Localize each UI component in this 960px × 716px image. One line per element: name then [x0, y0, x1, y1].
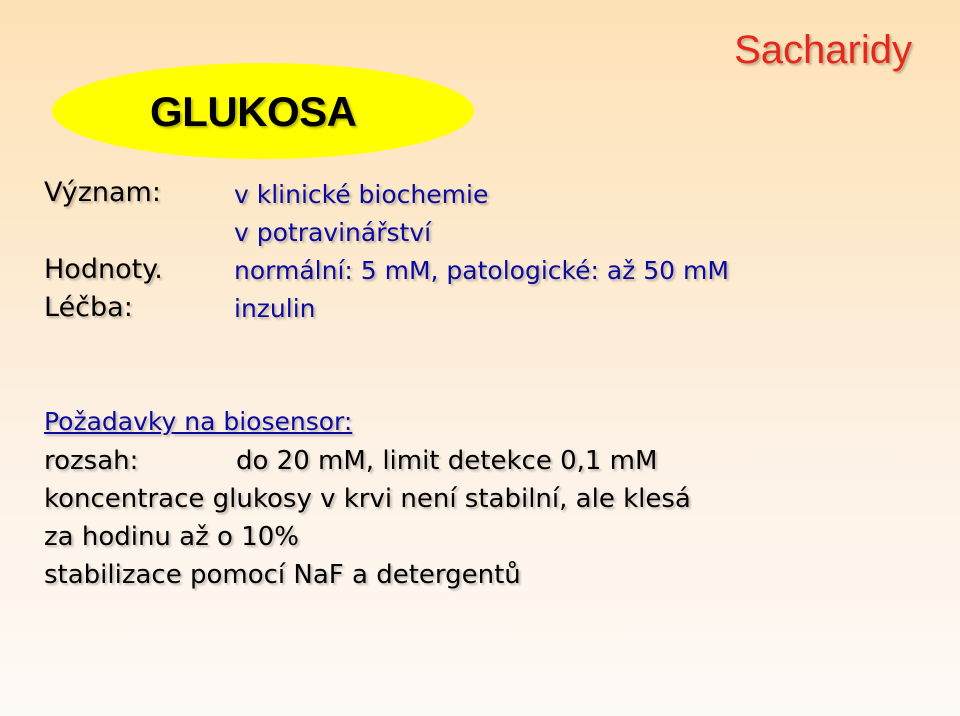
range-value: do 20 mM, limit detekce 0,1 mM: [236, 446, 658, 476]
term-lecba: Léčba:: [44, 292, 133, 323]
requirement-line-1: koncentrace glukosy v krvi není stabilní, ale klesá: [44, 484, 691, 514]
term-hodnoty: Hodnoty.: [44, 254, 163, 285]
term-vyznam: Význam:: [44, 177, 161, 208]
def-vyznam-1: v klinické biochemie: [234, 180, 489, 209]
range-label: rozsah:: [44, 446, 139, 476]
slide-title: GLUKOSA: [150, 88, 357, 135]
requirement-line-3: stabilizace pomocí NaF a detergentů: [44, 560, 521, 590]
def-vyznam-2: v potravinářství: [234, 218, 432, 247]
def-lecba: inzulin: [234, 294, 316, 323]
requirements-heading: Požadavky na biosensor:: [44, 407, 353, 436]
requirement-line-2: za hodinu až o 10%: [44, 522, 299, 552]
requirement-range: [44, 446, 657, 476]
section-title: Sacharidy: [734, 28, 912, 72]
def-hodnoty: normální: 5 mM, patologické: až 50 mM: [234, 256, 729, 285]
